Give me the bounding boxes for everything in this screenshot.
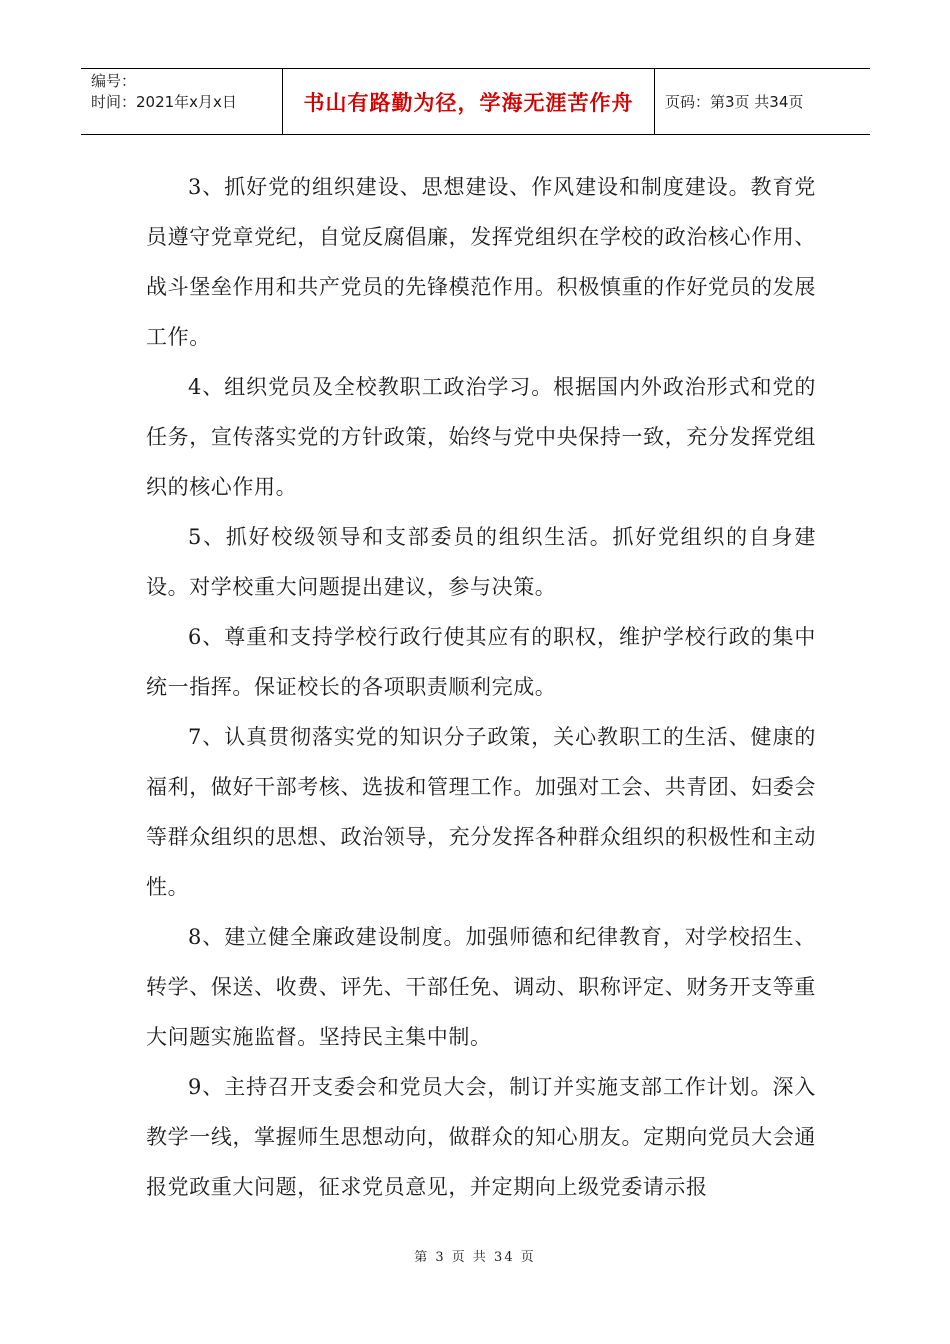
paragraph-item-3: 3、抓好党的组织建设、思想建设、作风建设和制度建设。教育党员遵守党章党纪，自觉反腐倡廉，发挥党组织在学校的政治核心作用、战斗堡垒作用和共产党员的先锋模范作用。积极慎重的作好党员的发展工作。 [146,175,816,349]
page-footer: 第 3 页 共 34 页 [414,1250,536,1265]
paragraph-item-4: 4、组织党员及全校教职工政治学习。根据国内外政治形式和党的任务，宣传落实党的方针政策，始终与党中央保持一致，充分发挥党组织的核心作用。 [146,375,816,499]
paragraph-item-8: 8、建立健全廉政建设制度。加强师德和纪律教育，对学校招生、转学、保送、收费、评先、干部任免、调动、职称评定、财务开支等重大问题实施监督。坚持民主集中制。 [146,925,816,1049]
document-body [146,162,816,1212]
date-label: 时间：2021年x月x日 [91,93,237,111]
paragraph-item-6: 6、尊重和支持学校行政行使其应有的职权，维护学校行政的集中统一指挥。保证校长的各项职责顺利完成。 [146,625,816,699]
header-meta [81,69,283,134]
document-header [81,68,870,135]
paragraph-item-5: 5、抓好校级领导和支部委员的组织生活。抓好党组织的自身建设。对学校重大问题提出建议，参与决策。 [146,525,816,599]
paragraph-item-9: 9、主持召开支委会和党员大会，制订并实施支部工作计划。深入教学一线，掌握师生思想动向，做群众的知心朋友。定期向党员大会通报党政重大问题，征求党员意见，并定期向上级党委请示报 [146,1075,816,1199]
header-motto: 书山有路勤为径，学海无涯苦作舟 [283,69,655,134]
paragraph-item-7: 7、认真贯彻落实党的知识分子政策，关心教职工的生活、健康的福利，做好干部考核、选拔和管理工作。加强对工会、共青团、妇委会等群众组织的思想、政治领导，充分发挥各种群众组织的积极性和主动性。 [146,725,816,899]
serial-label: 编号： [91,72,137,90]
header-page-info: 页码：第3页 共34页 [665,93,804,111]
